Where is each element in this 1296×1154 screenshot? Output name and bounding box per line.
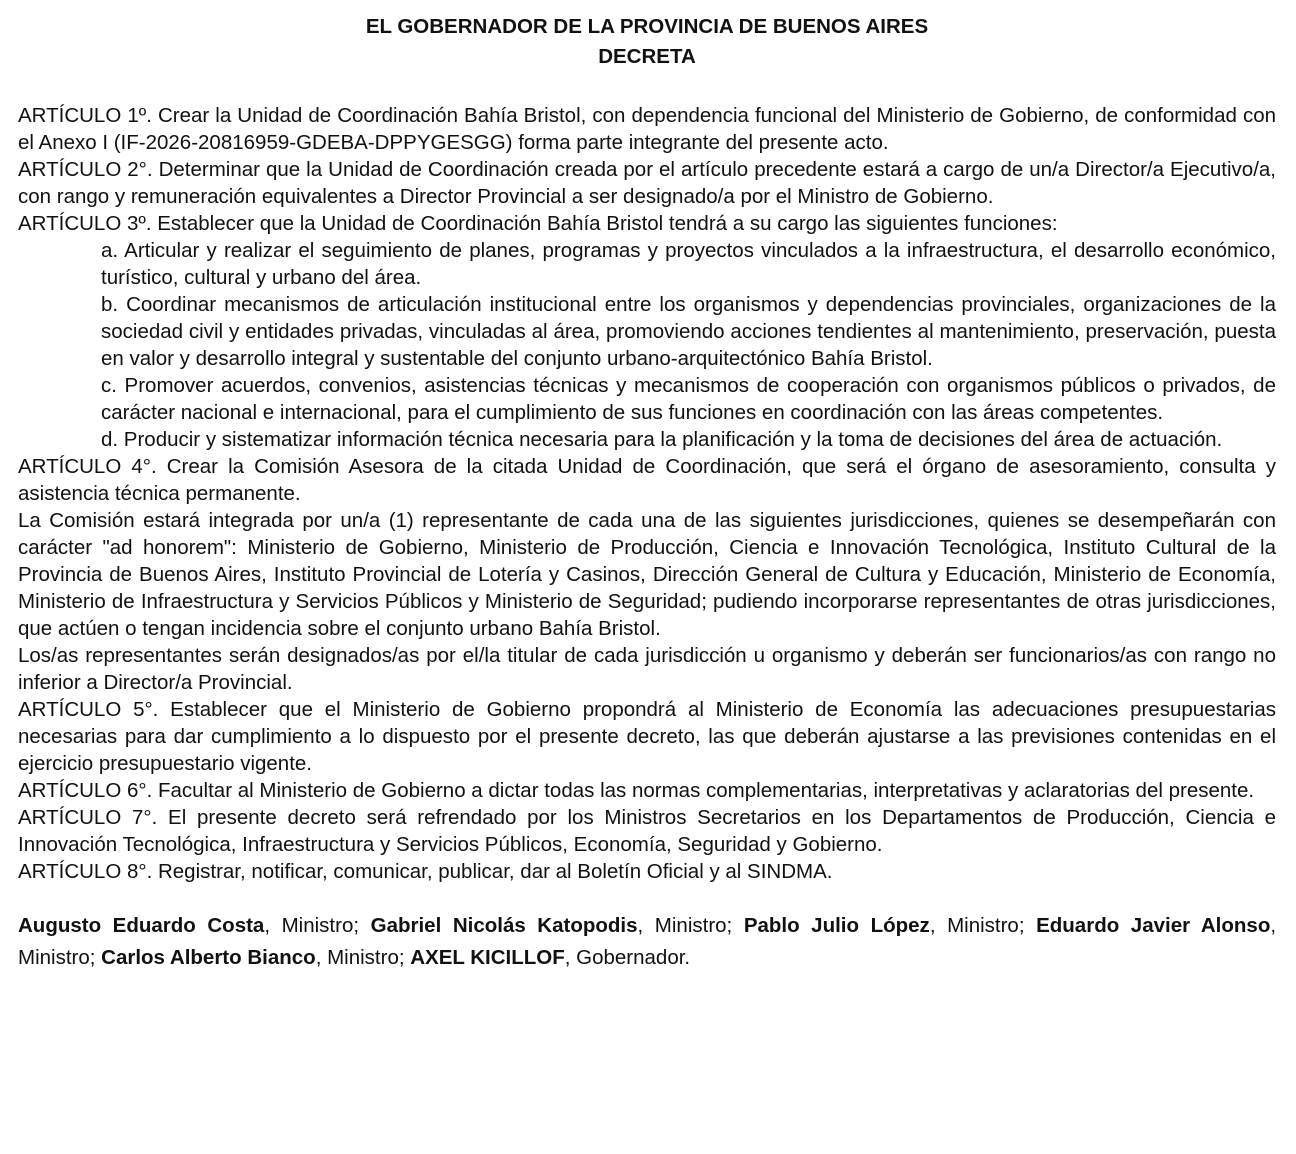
- article-3-item-c: c. Promover acuerdos, convenios, asistencias técnicas y mecanismos de cooperación con organismos públicos o privados, de carácter nacional e internacional, para el cumplimiento de sus funciones en coordinación con las áreas competentes.: [101, 374, 1276, 424]
- article-3-item-a: a. Articular y realizar el seguimiento de planes, programas y proyectos vinculados a la infraestructura, el desarrollo económico, turístico, cultural y urbano del área.: [101, 239, 1276, 289]
- article-5: ARTÍCULO 5°. Establecer que el Ministerio de Gobierno propondrá al Ministerio de Economía las adecuaciones presupuestarias necesarias para dar cumplimiento a lo dispuesto por el presente decreto, las que deberán ajustarse a las previsiones contenidas en el ejercicio presupuestario vigente.: [18, 698, 1276, 775]
- signatory-name: Eduardo Javier Alonso: [1036, 914, 1271, 937]
- article-6: ARTÍCULO 6°. Facultar al Ministerio de Gobierno a dictar todas las normas complementarias, interpretativas y aclaratorias del presente.: [18, 779, 1255, 802]
- article-7: ARTÍCULO 7°. El presente decreto será refrendado por los Ministros Secretarios en los Departamentos de Producción, Ciencia e Innovación Tecnológica, Infraestructura y Servicios Públicos, Economía, Seguridad y Gobierno.: [18, 806, 1276, 856]
- article-2: ARTÍCULO 2°. Determinar que la Unidad de Coordinación creada por el artículo precedente estará a cargo de un/a Director/a Ejecutivo/a, con rango y remuneración equivalentes a Director Provincial a ser designado/a por el Ministro de Gobierno.: [18, 158, 1276, 208]
- article-3-item-b: b. Coordinar mecanismos de articulación institucional entre los organismos y dependencias provinciales, organizaciones de la sociedad civil y entidades privadas, vinculadas al área, promoviendo acciones tendientes al mantenimiento, preservación, puesta en valor y desarrollo integral y sustentable del conjunto urbano-arquitectónico Bahía Bristol.: [101, 293, 1276, 370]
- signatory-name: Gabriel Nicolás Katopodis: [370, 914, 638, 937]
- signatory-name: Pablo Julio López: [743, 914, 930, 937]
- decree-page: [18, 12, 1276, 974]
- article-4-representatives: Los/as representantes serán designados/as por el/la titular de cada jurisdicción u organismo y deberán ser funcionarios/as con rango no inferior a Director/a Provincial.: [18, 644, 1276, 694]
- signatory-role: , Ministro;: [637, 914, 744, 937]
- signatory-role: , Ministro;: [315, 946, 411, 969]
- signatory-role: , Ministro;: [264, 914, 371, 937]
- article-4-commission: La Comisión estará integrada por un/a (1) representante de cada una de las siguientes jurisdicciones, quienes se desempeñarán con carácter "ad honorem": Ministerio de Gobierno, Ministerio de Producción, Ciencia e Innovación Tecnológica, Instituto Cultural de la Provincia de Buenos Aires, Instituto Provincial de Lotería y Casinos, Dirección General de Cultura y Educación, Ministerio de Economía, Ministerio de Infraestructura y Servicios Públicos y Ministerio de Seguridad; pudiendo incorporarse representantes de otras jurisdicciones, que actúen o tengan incidencia sobre el conjunto urbano Bahía Bristol.: [18, 509, 1276, 640]
- signatory-role: , Ministro;: [18, 914, 1277, 969]
- article-3: ARTÍCULO 3º. Establecer que la Unidad de Coordinación Bahía Bristol tendrá a su cargo las siguientes funciones:: [18, 212, 1058, 235]
- decree-heading: EL GOBERNADOR DE LA PROVINCIA DE BUENOS AIRES: [365, 15, 929, 38]
- governor-name: AXEL KICILLOF: [410, 946, 565, 969]
- decree-subheading: DECRETA: [598, 45, 696, 68]
- signatory-role: , Ministro;: [929, 914, 1037, 937]
- signatory-name: Carlos Alberto Bianco: [101, 946, 316, 969]
- signatory-name: Augusto Eduardo Costa: [18, 914, 265, 937]
- governor-role: , Gobernador.: [564, 946, 691, 969]
- signatures-block: [18, 910, 1276, 974]
- article-4: ARTÍCULO 4°. Crear la Comisión Asesora de la citada Unidad de Coordinación, que será el órgano de asesoramiento, consulta y asistencia técnica permanente.: [18, 455, 1276, 505]
- article-3-item-d: d. Producir y sistematizar información técnica necesaria para la planificación y la toma de decisiones del área de actuación.: [101, 428, 1223, 451]
- article-8: ARTÍCULO 8°. Registrar, notificar, comunicar, publicar, dar al Boletín Oficial y al SINDMA.: [18, 860, 833, 883]
- article-1: ARTÍCULO 1º. Crear la Unidad de Coordinación Bahía Bristol, con dependencia funcional del Ministerio de Gobierno, de conformidad con el Anexo I (IF-2026-20816959-GDEBA-DPPYGESGG) forma parte integrante del presente acto.: [18, 104, 1276, 154]
